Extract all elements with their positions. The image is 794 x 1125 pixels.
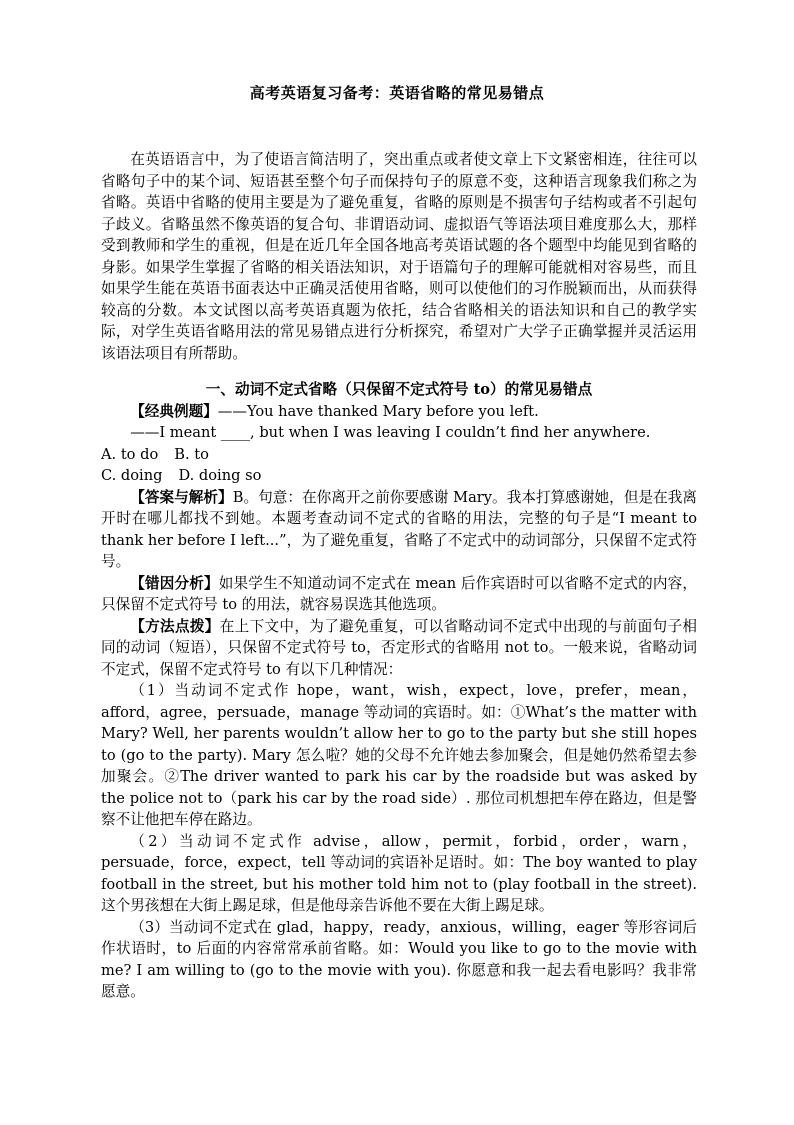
point-2-paragraph: （2）当动词不定式作 advise，allow，permit，forbid，order，warn，persuade，force，expect，tell 等动词的宾语补足语时。如：The boy wanted to play football in the street, but his mother told him not to (play football in the street). 这个男孩想在大街上踢足球，但是他母亲告诉他不要在大街上踢足球。 (101, 832, 697, 914)
point-1-paragraph: （1）当动词不定式作 hope，want，wish，expect，love，prefer，mean，afford，agree，persuade，manage 等动词的宾语时。如：①What’s the matter with Mary? Well, her parents wouldn’t allow her to go to the party but she still hopes to (go to the party). Mary 怎么啦？她的父母不允许她去参加聚会，但是她仍然希望去参加聚会。②The driver wanted to park his car by the roadside but was asked by the police not to（park his car by the road side）. 那位司机想把车停在路边，但是警察不让他把车停在路边。 (101, 682, 697, 828)
error-label: 【错因分析】 (130, 574, 219, 592)
document-body (101, 149, 697, 1003)
option-b: B. to (174, 445, 209, 463)
error-text: 如果学生不知道动词不定式在 mean 后作宾语时可以省略不定式的内容，只保留不定式符号 to 的用法，就容易误选其他选项。 (101, 574, 697, 613)
answer-text: B。句意：在你离开之前你要感谢 Mary。我本打算感谢她，但是在我离开时在哪儿都找不到她。本题考查动词不定式的省略的用法，完整的句子是“I meant to thank her before I left...”，为了避免重复，省略了不定式中的动词部分，只保留不定式符号。 (101, 488, 697, 570)
example-line-2: ——I meant ____, but when I was leaving I couldn’t find her anywhere. (130, 424, 651, 441)
point-3-paragraph: （3）当动词不定式在 glad，happy，ready，anxious，willing，eager 等形容词后作状语时，to 后面的内容常常承前省略。如：Would you like to go to the movie with me? I am willing to (go to the movie with you). 你愿意和我一起去看电影吗？我非常愿意。 (101, 918, 697, 1000)
intro-paragraph: 在英语语言中，为了使语言简洁明了，突出重点或者使文章上下文紧密相连，往往可以省略句子中的某个词、短语甚至整个句子而保持句子的原意不变，这种语言现象我们称之为省略。英语中省略的使用主要是为了避免重复，省略的原则是不损害句子结构或者不引起句子歧义。省略虽然不像英语的复合句、非谓语动词、虚拟语气等语法项目难度那么大，那样受到教师和学生的重视，但是在近几年全国各地高考英语试题的各个题型中均能见到省略的身影。如果学生掌握了省略的相关语法知识，对于语篇句子的理解可能就相对容易些，而且如果学生能在英语书面表达中正确灵活使用省略，则可以使他们的习作脱颖而出，从而获得较高的分数。本文试图以高考英语真题为依托，结合省略相关的语法知识和自己的教学实际，对学生英语省略用法的常见易错点进行分析探究，希望对广大学子正确掌握并灵活运用该语法项目有所帮助。 (101, 151, 697, 362)
option-c: C. doing (101, 467, 163, 484)
method-paragraph (101, 616, 697, 681)
method-label: 【方法点拨】 (130, 617, 220, 635)
example-line-1: ——You have thanked Mary before you left. (217, 402, 539, 420)
method-text: 在上下文中，为了避免重复，可以省略动词不定式中出现的与前面句子相同的动词（短语），只保留不定式符号 to，否定形式的省略用 not to。一般来说，省略动词不定式，保留不定式符号 to 有以下几种情况： (101, 617, 697, 678)
option-a: A. to do (101, 445, 159, 463)
page-title: 高考英语复习备考：英语省略的常见易错点 (249, 84, 545, 102)
answer-paragraph (101, 487, 697, 573)
example-question (101, 401, 697, 423)
error-paragraph (101, 573, 697, 616)
options-row-2 (101, 465, 697, 487)
section-heading: 一、动词不定式省略（只保留不定式符号 to）的常见易错点 (205, 381, 593, 398)
example-label: 【经典例题】 (130, 402, 218, 420)
answer-label: 【答案与解析】 (130, 488, 233, 506)
options-row-1 (101, 444, 697, 466)
option-d: D. doing so (178, 467, 262, 484)
